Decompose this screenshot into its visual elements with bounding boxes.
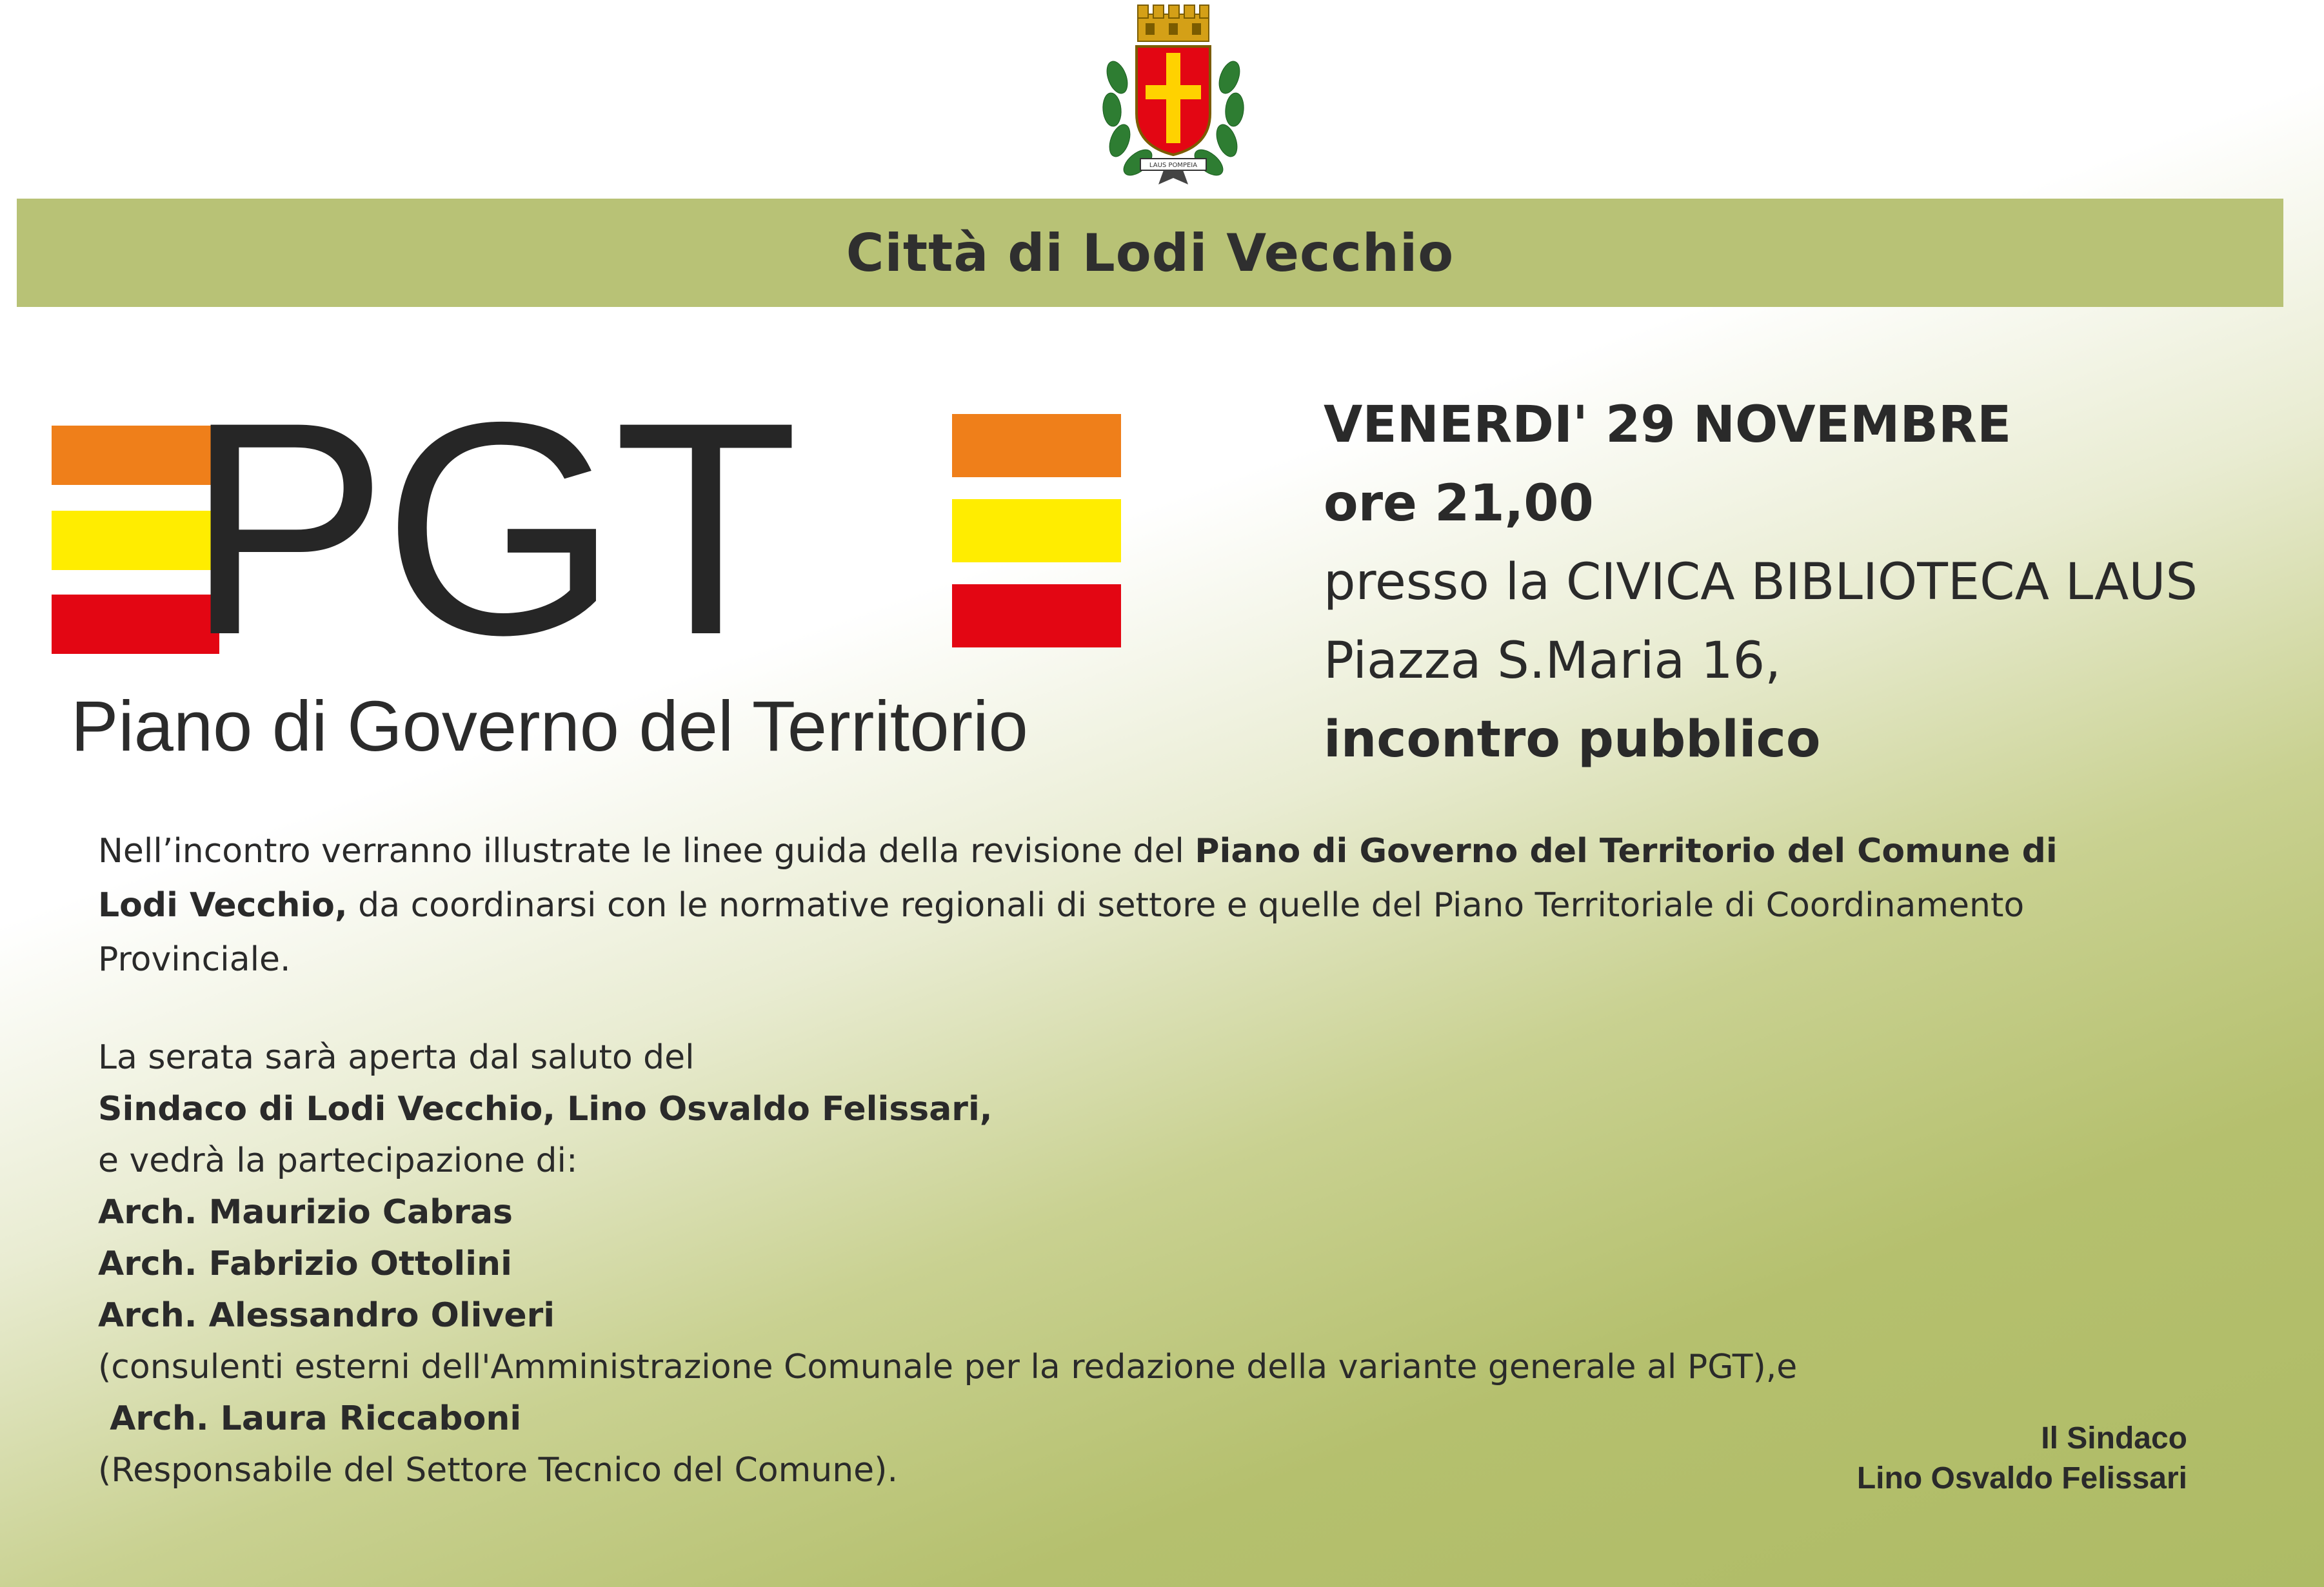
event-date: VENERDI' 29 NOVEMBRE xyxy=(1324,396,2012,454)
city-title: Città di Lodi Vecchio xyxy=(846,222,1455,283)
event-place: presso la CIVICA BIBLIOTECA LAUS xyxy=(1324,553,2198,611)
responsible-note: (Responsabile del Settore Tecnico del Comune). xyxy=(98,1451,898,1490)
event-details xyxy=(1324,386,2198,779)
event-address: Piazza S.Maria 16, xyxy=(1324,632,1782,690)
program-line-1: La serata sarà aperta dal saluto del xyxy=(98,1038,695,1077)
speaker-2: Arch. Fabrizio Ottolini xyxy=(98,1245,512,1283)
intro-bold-a: Piano di Governo del Territorio del Comune di xyxy=(1195,832,2058,871)
pgt-letters: PGT xyxy=(186,359,794,698)
speaker-1: Arch. Maurizio Cabras xyxy=(98,1193,513,1232)
program-line-2: Sindaco di Lodi Vecchio, Lino Osvaldo Felissari, xyxy=(98,1090,993,1129)
pgt-subtitle: Piano di Governo del Territorio xyxy=(71,687,1028,766)
crest-motto: LAUS POMPEIA xyxy=(1149,162,1198,169)
signature-name: Lino Osvaldo Felissari xyxy=(1856,1461,2187,1495)
city-crest-logo xyxy=(1086,0,1260,188)
title-band xyxy=(17,199,2283,307)
right-yellow-bar xyxy=(952,499,1121,562)
right-red-bar xyxy=(952,584,1121,647)
intro-bold-b: Lodi Vecchio, xyxy=(98,886,348,925)
intro-text-b: da coordinarsi con le normative regionali di settore e quelle del Piano Territoriale di Coordinamento Provinciale. xyxy=(98,886,2025,979)
speaker-4: Arch. Laura Riccaboni xyxy=(98,1399,522,1438)
program-list xyxy=(98,1032,1797,1496)
signature-role: Il Sindaco xyxy=(2041,1421,2187,1455)
program-line-3: e vedrà la partecipazione di: xyxy=(98,1141,578,1180)
intro-text-a: Nell’incontro verranno illustrate le linee guida della revisione del xyxy=(98,832,1195,871)
consultants-note: (consulenti esterni dell'Amministrazione Comunale per la redazione della variante generale al PGT),e xyxy=(98,1348,1798,1386)
event-time: ore 21,00 xyxy=(1324,475,1594,533)
right-orange-bar xyxy=(952,414,1121,477)
event-type: incontro pubblico xyxy=(1324,711,1821,769)
intro-paragraph xyxy=(98,824,2130,987)
speaker-3: Arch. Alessandro Oliveri xyxy=(98,1296,555,1335)
signature xyxy=(1857,1419,2187,1499)
